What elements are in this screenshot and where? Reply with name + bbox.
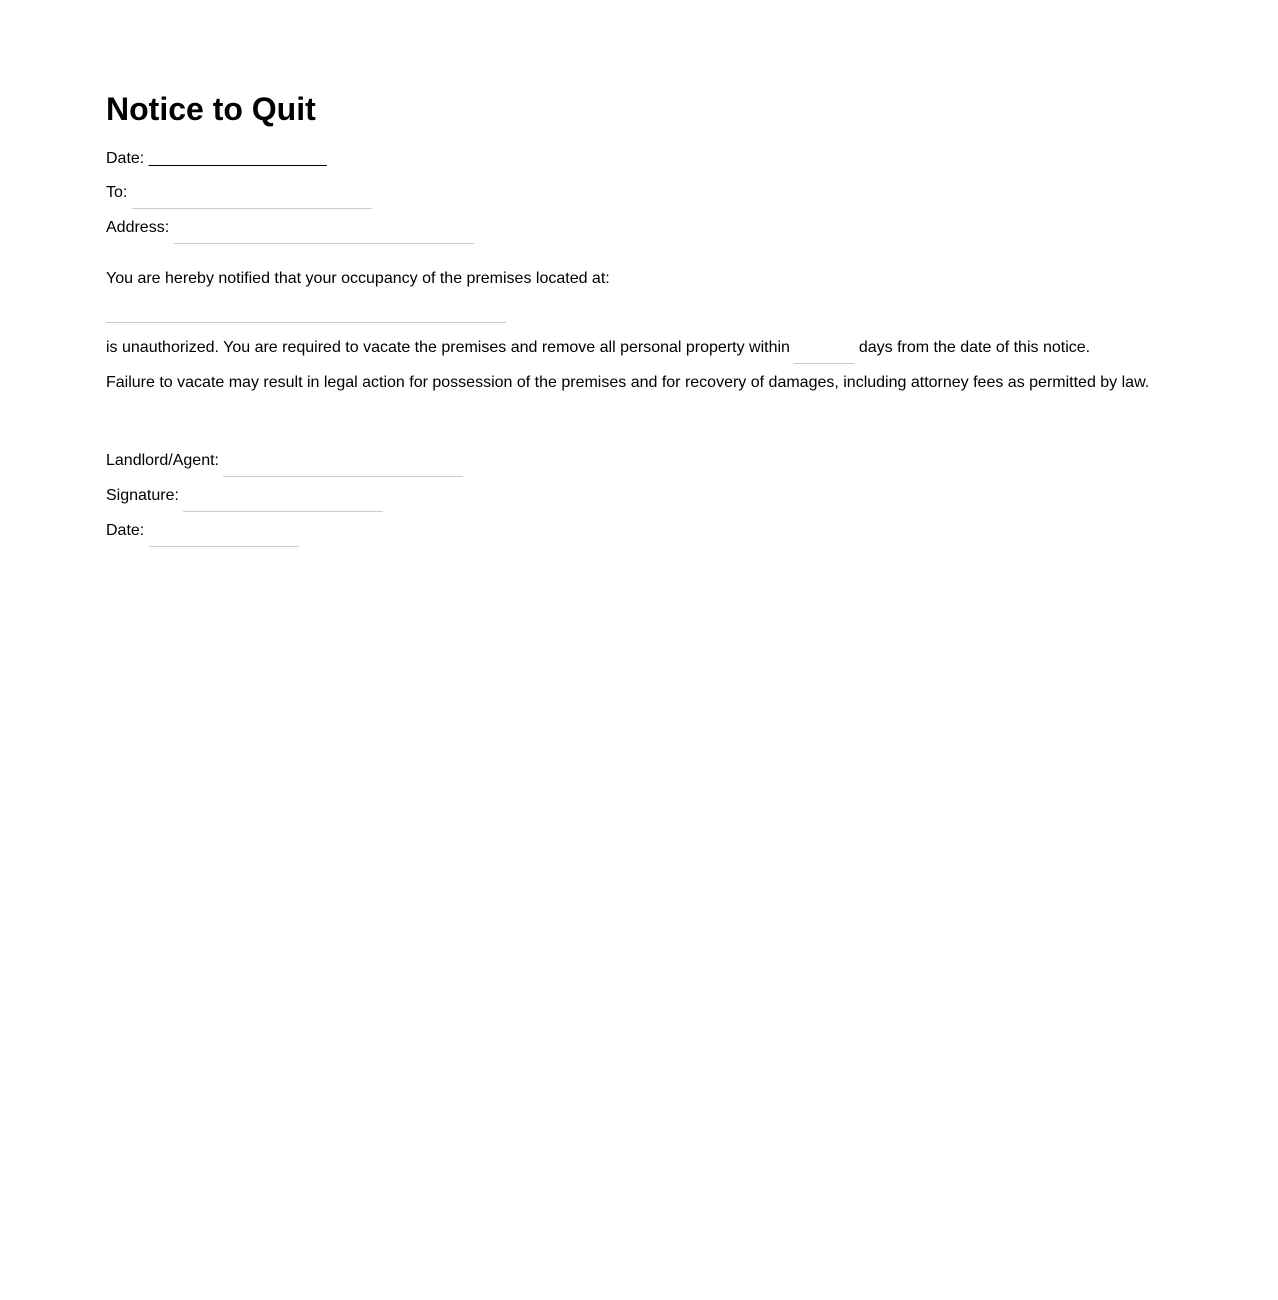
signature-row [106, 487, 383, 506]
signature-date-row [106, 522, 299, 541]
to-label: To: [106, 184, 128, 201]
warning-paragraph [106, 374, 1149, 392]
requirement-paragraph [106, 339, 1090, 358]
page-title: Notice to Quit [106, 91, 316, 127]
signature-field[interactable] [183, 493, 383, 512]
signature-label: Signature: [106, 487, 179, 504]
requirement-text-before: is unauthorized. You are required to vacate the premises and remove all personal property within [106, 339, 790, 356]
warning-text: Failure to vacate may result in legal action for possession of the premises and for recovery of damages, including attorney fees as permitted by law. [106, 374, 1150, 391]
days-field[interactable] [794, 345, 854, 364]
signature-date-label: Date: [106, 522, 145, 539]
address-row [106, 219, 474, 238]
date-underscore-blank: ____________________ [148, 150, 327, 167]
requirement-text-after: days from the date of this notice. [858, 339, 1091, 356]
to-row [106, 184, 372, 203]
date-label: Date: [106, 150, 145, 167]
address-field[interactable] [174, 225, 474, 244]
date-row [106, 150, 327, 168]
landlord-field[interactable] [223, 458, 463, 477]
intro-text: You are hereby notified that your occupancy of the premises located at: [106, 270, 610, 287]
landlord-row [106, 452, 463, 471]
intro-paragraph [106, 270, 610, 288]
premises-field[interactable] [106, 304, 506, 323]
landlord-label: Landlord/Agent: [106, 452, 219, 469]
signature-date-field[interactable] [149, 528, 299, 547]
address-label: Address: [106, 219, 170, 236]
to-field[interactable] [132, 190, 372, 209]
